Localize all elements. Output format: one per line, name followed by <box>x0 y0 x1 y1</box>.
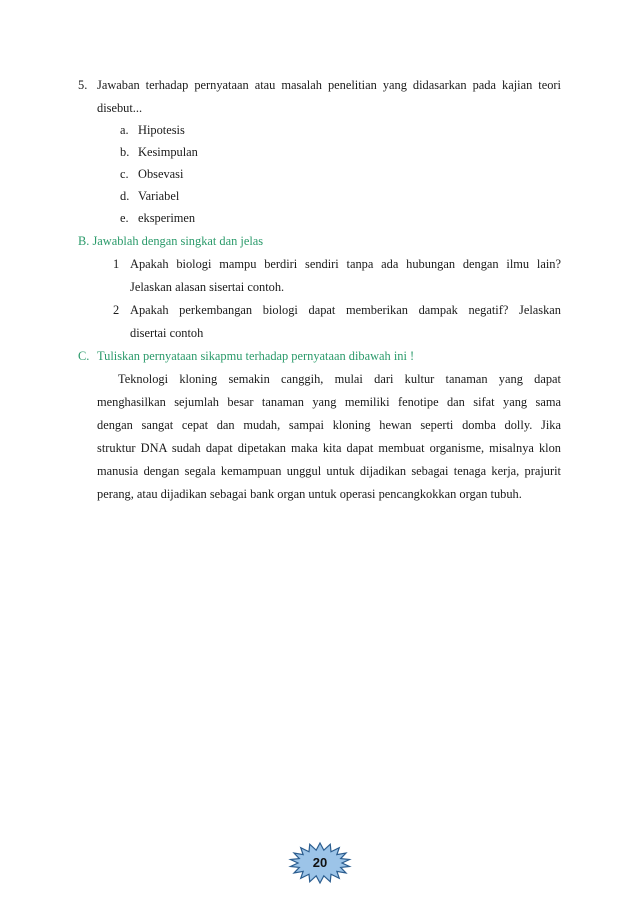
q5-option-c-letter: c. <box>120 167 129 181</box>
c-paragraph-line-6: perang, atau dijadikan sebagai bank organ untuk operasi pencangkokkan organ tubuh. <box>97 487 522 501</box>
b-item-2-line1: Apakah perkembangan biologi dapat memberikan dampak negatif? Jelaskan <box>130 303 561 317</box>
q5-text-line2: disebut... <box>97 101 143 115</box>
c-paragraph-line-3: dengan sangat cepat dan mudah, sampai kloning hewan seperti domba dolly. Jika <box>97 418 561 432</box>
q5-option-a-letter: a. <box>120 123 129 137</box>
b-item-1-line1: Apakah biologi mampu berdiri sendiri tanpa ada hubungan dengan ilmu lain? <box>130 257 561 271</box>
section-b-heading: B. Jawablah dengan singkat dan jelas <box>78 234 264 248</box>
b-item-1-number: 1 <box>113 257 120 271</box>
q5-number: 5. <box>78 78 88 92</box>
q5-text-line1: Jawaban terhadap pernyataan atau masalah penelitian yang didasarkan pada kajian teori <box>97 78 561 92</box>
b-item-1-line2: Jelaskan alasan sisertai contoh. <box>130 280 285 294</box>
c-paragraph-line-2: menghasilkan sejumlah besar tanaman yang memiliki fenotipe dan sifat yang sama <box>97 395 561 409</box>
c-paragraph-line-5: manusia dengan segala kemampuan unggul untuk dijadikan sebagai tenaga kerja, prajurit <box>97 464 561 478</box>
q5-option-a-text: Hipotesis <box>138 123 185 137</box>
page-number: 20 <box>312 855 328 870</box>
q5-option-d-text: Variabel <box>138 189 180 203</box>
q5-option-e-letter: e. <box>120 211 129 225</box>
q5-option-b-text: Kesimpulan <box>138 145 198 159</box>
q5-option-d-letter: d. <box>120 189 130 203</box>
b-item-2-number: 2 <box>113 303 120 317</box>
q5-option-c-text: Obsevasi <box>138 167 184 181</box>
section-c-heading: Tuliskan pernyataan sikapmu terhadap pernyataan dibawah ini ! <box>97 349 415 363</box>
b-item-2-line2: disertai contoh <box>130 326 204 340</box>
q5-option-e-text: eksperimen <box>138 211 196 225</box>
c-paragraph-line-1: Teknologi kloning semakin canggih, mulai dari kultur tanaman yang dapat <box>118 372 561 386</box>
section-c-label: C. <box>78 349 90 363</box>
page-number-badge <box>288 841 352 885</box>
q5-option-b-letter: b. <box>120 145 130 159</box>
c-paragraph-line-4: struktur DNA sudah dapat dipetakan maka kita dapat membuat organisme, misalnya klon <box>97 441 561 455</box>
